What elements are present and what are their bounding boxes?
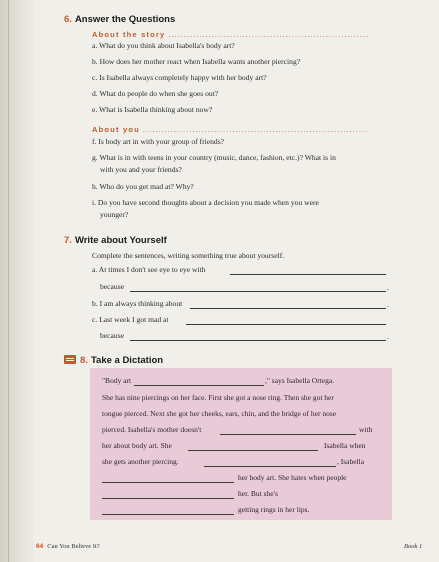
- dictation-blank-6[interactable]: [102, 498, 234, 499]
- section-7-title: [64, 235, 167, 246]
- sentence-period: .: [387, 283, 389, 292]
- question-g-line-1: g. What is in with teens in your country (music, dance, fashion, etc.)? What is in: [92, 153, 336, 162]
- dictation-blank-5[interactable]: [102, 482, 234, 483]
- section-7-instruction: Complete the sentences, writing something true about yourself.: [92, 251, 285, 260]
- dot-leader: .........................................................................: [139, 125, 369, 134]
- sentence-b-prompt: b. I am always thinking about: [92, 299, 183, 308]
- answer-line-b[interactable]: [190, 308, 386, 309]
- page-binding-shadow: [0, 0, 34, 562]
- section-number: 7.: [64, 235, 72, 246]
- question-h: h. Who do you get mad at? Why?: [92, 182, 194, 191]
- section-number: 8.: [80, 355, 88, 366]
- sentence-period: .: [387, 332, 389, 341]
- dictation-blank-7[interactable]: [102, 514, 234, 515]
- book-label: Book 1: [404, 543, 423, 550]
- about-the-story-heading: [92, 30, 391, 39]
- dictation-line-2: She has nine piercings on her face. First she got a nose ring. Then she got her: [102, 393, 334, 402]
- section-title-text: Answer the Questions: [74, 14, 176, 25]
- page-footer-left: [36, 543, 100, 550]
- question-e: e. What is Isabella thinking about now?: [92, 105, 213, 114]
- section-8-title: [80, 355, 163, 366]
- dictation-line-1b: ," says Isabella Ortega.: [265, 376, 335, 385]
- answer-line-c[interactable]: [186, 324, 386, 325]
- question-i-line-2: younger?: [100, 210, 129, 219]
- sentence-a-prompt: a. At times I don't see eye to eye with: [92, 265, 206, 274]
- question-a: a. What do you think about Isabella's body art?: [92, 41, 235, 50]
- answer-line-because-1[interactable]: [130, 291, 386, 292]
- dictation-blank-2[interactable]: [220, 434, 356, 435]
- question-c: c. Is Isabella always completely happy with her body art?: [92, 73, 267, 82]
- section-title-text: Take a Dictation: [90, 355, 164, 366]
- dictation-line-3: tongue pierced. Next she got her cheeks, ears, chin, and the bridge of her nose: [102, 409, 337, 418]
- question-d: d. What do people do when she goes out?: [92, 89, 219, 98]
- dictation-line-4b: with: [359, 425, 373, 434]
- binding-edge: [8, 0, 9, 562]
- dictation-blank-4[interactable]: [204, 466, 336, 467]
- dictation-line-7: her body art. She hates when people: [238, 473, 347, 482]
- dictation-line-6b: , Isabella: [337, 457, 365, 466]
- question-g-line-2: with you and your friends?: [100, 165, 182, 174]
- page-number: 64: [36, 543, 44, 550]
- subhead-text: About the story: [92, 30, 166, 39]
- section-title-text: Write about Yourself: [74, 235, 167, 246]
- dot-leader: .................................................................: [165, 30, 369, 39]
- audio-cd-icon[interactable]: [64, 355, 76, 364]
- because-label-1: because: [100, 282, 125, 291]
- dictation-blank-1[interactable]: [134, 385, 264, 386]
- answer-line-a[interactable]: [230, 274, 386, 275]
- dictation-line-6a: she gets another piercing.: [102, 457, 179, 466]
- dictation-line-5b: Isabella when: [324, 441, 366, 450]
- sentence-period: .: [387, 300, 389, 309]
- section-number: 6.: [64, 14, 72, 25]
- question-f: f. Is body art in with your group of friends?: [92, 137, 225, 146]
- dictation-line-9: getting rings in her lips.: [238, 505, 310, 514]
- dictation-line-8: her. But she's: [238, 489, 278, 498]
- book-title: Can You Believe It?: [47, 543, 100, 550]
- subhead-text: About you: [92, 125, 140, 134]
- dictation-line-5a: her about body art. She: [102, 441, 172, 450]
- because-label-2: because: [100, 331, 125, 340]
- question-i-line-1: i. Do you have second thoughts about a decision you made when you were: [92, 198, 319, 207]
- question-b: b. How does her mother react when Isabella wants another piercing?: [92, 57, 301, 66]
- dictation-blank-3[interactable]: [188, 450, 318, 451]
- dictation-line-1a: "Body art: [102, 376, 132, 385]
- sentence-c-prompt: c. Last week I got mad at: [92, 315, 169, 324]
- section-6-title: [64, 14, 175, 25]
- answer-line-because-2[interactable]: [130, 340, 386, 341]
- dictation-line-4a: pierced. Isabella's mother doesn't: [102, 425, 202, 434]
- about-you-heading: [92, 125, 391, 134]
